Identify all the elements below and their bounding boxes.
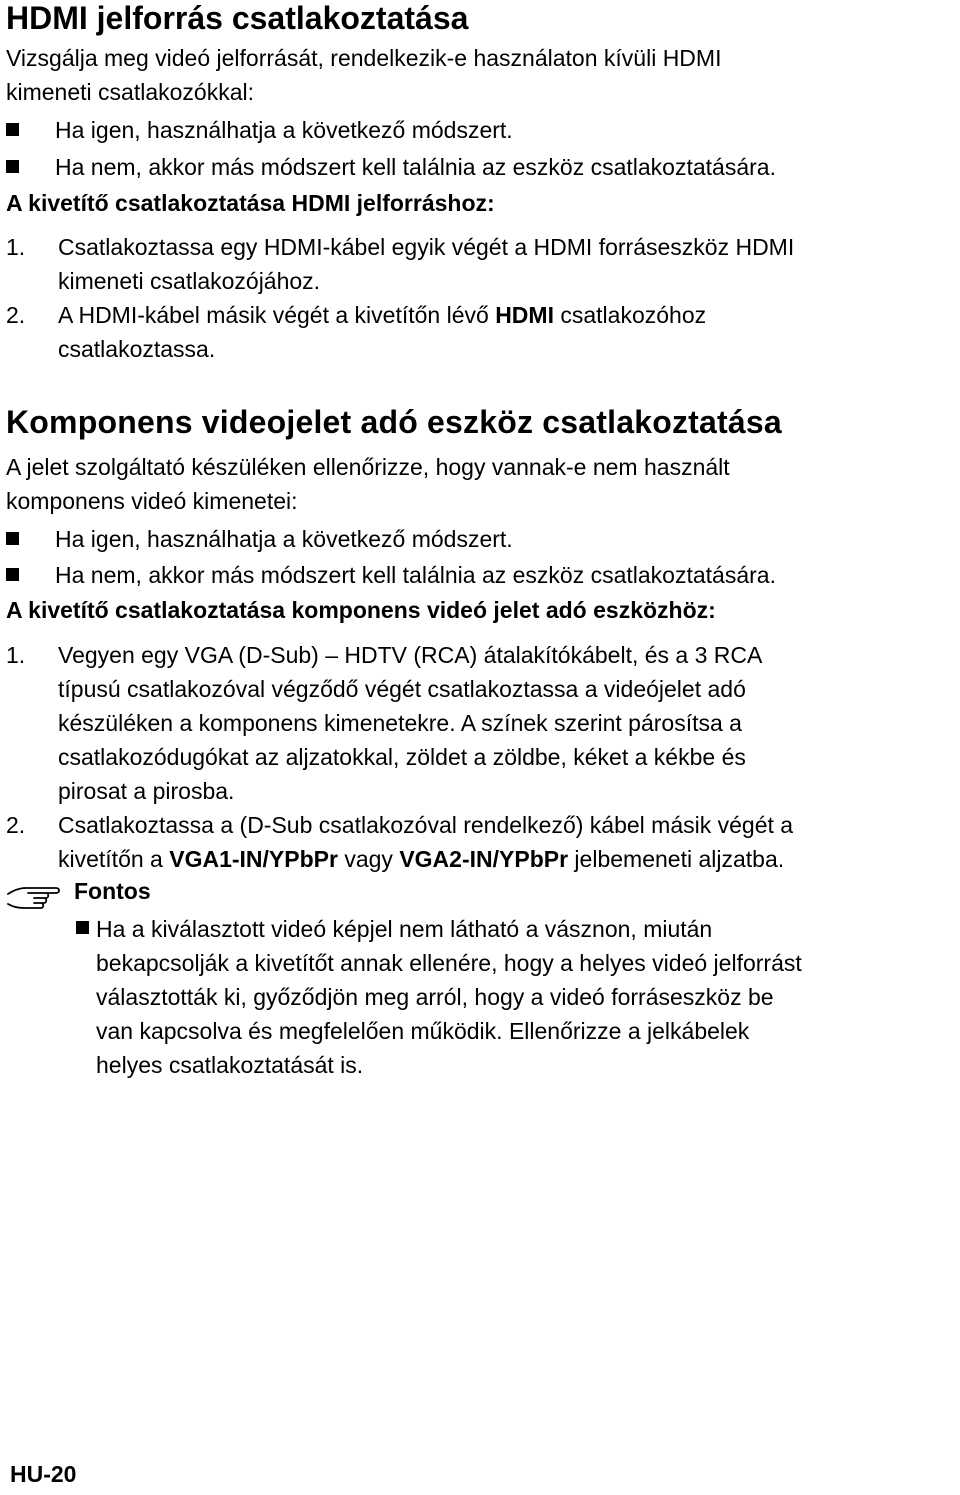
component-bullet-2-text: Ha nem, akkor más módszert kell találnia az eszköz csatlakoztatására. [55, 562, 776, 588]
note-line-1: Ha a kiválasztott videó képjel nem látható a vásznon, miután [96, 916, 713, 942]
square-bullet-icon [6, 532, 19, 545]
component-intro-line-1: A jelet szolgáltató készüléken ellenőrizze, hogy vannak-e nem használt [6, 454, 730, 480]
square-bullet-icon [76, 921, 89, 934]
note-title: Fontos [74, 878, 151, 904]
component-step-1-number: 1. [6, 642, 26, 668]
component-step-2-text-c: vagy [337, 846, 400, 872]
hdmi-section-title: HDMI jelforrás csatlakoztatása [6, 0, 469, 36]
hdmi-step-2-number: 2. [6, 302, 26, 328]
component-bullet-1-text: Ha igen, használhatja a következő módszert. [55, 526, 513, 552]
page-number: HU-20 [10, 1461, 77, 1487]
vga2-port-label: VGA2-IN/YPbPr [399, 846, 569, 872]
hdmi-step-1 [6, 230, 794, 264]
note-line-3: választották ki, győződjön meg arról, hogy a videó forráseszköz be [96, 984, 774, 1010]
hdmi-bullet-2-text: Ha nem, akkor más módszert kell találnia az eszköz csatlakoztatására. [55, 154, 776, 180]
hdmi-step-2 [6, 298, 706, 332]
component-step-1-line-2: típusú csatlakozóval végződő végét csatlakoztassa a videójelet adó [58, 676, 746, 702]
component-step-1-line-5: pirosat a pirosba. [58, 778, 235, 804]
hdmi-intro-line-2: kimeneti csatlakozókkal: [6, 79, 254, 105]
component-step-1 [6, 638, 762, 672]
note-line-5: helyes csatlakoztatását is. [96, 1052, 364, 1078]
component-step-2-line-1: Csatlakoztassa a (D-Sub csatlakozóval rendelkező) kábel másik végét a [58, 812, 794, 838]
component-step-1-line-3: készüléken a komponens kimenetekre. A színek szerint párosítsa a [58, 710, 742, 736]
hdmi-port-label: HDMI [495, 302, 554, 328]
component-step-2 [6, 808, 793, 842]
component-section-title: Komponens videojelet adó eszköz csatlakoztatása [6, 404, 782, 440]
hdmi-subheading: A kivetítő csatlakoztatása HDMI jelforráshoz: [6, 190, 495, 216]
component-intro-line-2: komponens videó kimenetei: [6, 488, 298, 514]
component-step-1-line-1: Vegyen egy VGA (D-Sub) – HDTV (RCA) átalakítókábelt, és a 3 RCA [58, 642, 763, 668]
hdmi-step-1-line-1: Csatlakoztassa egy HDMI-kábel egyik végét a HDMI forráseszköz HDMI [58, 234, 795, 260]
hdmi-intro-line-1: Vizsgálja meg videó jelforrását, rendelkezik-e használaton kívüli HDMI [6, 45, 722, 71]
hdmi-step-1-number: 1. [6, 234, 26, 260]
component-step-2-number: 2. [6, 812, 26, 838]
hdmi-step-2-line-2: csatlakoztassa. [58, 336, 216, 362]
hdmi-bullet-1 [6, 113, 513, 147]
vga1-port-label: VGA1-IN/YPbPr [169, 846, 338, 872]
square-bullet-icon [6, 160, 19, 173]
component-step-2-line-2 [58, 842, 784, 876]
component-bullet-1 [6, 522, 513, 556]
component-step-1-line-4: csatlakozódugókat az aljzatokkal, zöldet a zöldbe, kéket a kékbe és [58, 744, 746, 770]
pointing-hand-icon [6, 880, 62, 914]
square-bullet-icon [6, 123, 19, 136]
hdmi-step-2-text-a: A HDMI-kábel másik végét a kivetítőn lévő [58, 302, 496, 328]
component-bullet-2 [6, 558, 776, 592]
component-subheading: A kivetítő csatlakoztatása komponens videó jelet adó eszközhöz: [6, 597, 716, 623]
note-line-4: van kapcsolva és megfelelően működik. Ellenőrizze a jelkábelek [96, 1018, 750, 1044]
hdmi-bullet-1-text: Ha igen, használhatja a következő módszert. [55, 117, 513, 143]
hdmi-bullet-2 [6, 150, 776, 184]
note-line-2: bekapcsolják a kivetítőt annak ellenére, hogy a helyes videó jelforrást [96, 950, 802, 976]
hdmi-step-2-text-c: csatlakozóhoz [553, 302, 707, 328]
hdmi-step-1-line-2: kimeneti csatlakozójához. [58, 268, 321, 294]
component-step-2-text-e: jelbemeneti aljzatba. [568, 846, 785, 872]
component-step-2-text-a: kivetítőn a [58, 846, 170, 872]
square-bullet-icon [6, 568, 19, 581]
